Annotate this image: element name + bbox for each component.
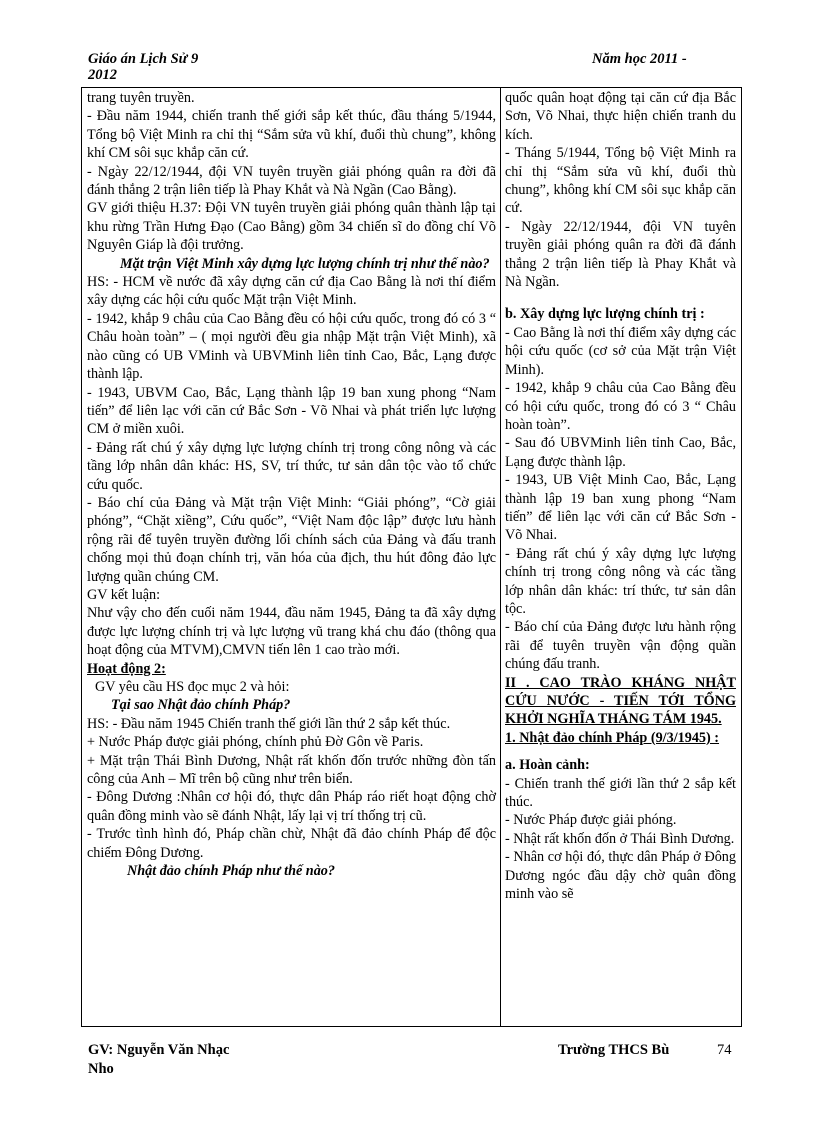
paragraph: - 1942, khắp 9 châu của Cao Bằng đều có hội cứu quốc, trong đó có 3 “ Châu hoàn toàn” – ( mọi người đều gia nhập Mặt trận Việt Minh), xã nào cũng có UB VMinh và UBVMinh liên tỉnh Cao, Bắc, Lạng được thành lập. bbox=[87, 310, 496, 383]
teacher-student-activities-column bbox=[82, 88, 501, 1027]
paragraph: - Báo chí của Đảng được lưu hành rộng rãi để tuyên truyền vận động quần chúng đấu tranh. bbox=[505, 619, 736, 673]
paragraph: - Đông Dương :Nhân cơ hội đó, thực dân Pháp ráo riết hoạt động chờ quân đồng minh vào sẽ đánh Nhật, lấy lại vị trí thống trị cũ. bbox=[87, 789, 496, 824]
header-school-year: Năm học 2011 - bbox=[592, 51, 687, 67]
paragraph: - Nhân cơ hội đó, thực dân Pháp ở Đông Dương ngóc đầu dậy chờ quân đồng minh vào sẽ bbox=[505, 849, 736, 903]
page-number: 74 bbox=[717, 1042, 732, 1058]
lesson-content-column bbox=[501, 88, 742, 1027]
paragraph: - Cao Bằng là nơi thí điểm xây dựng các hội cứu quốc (cơ sở của Mặt trận Việt Minh). bbox=[505, 324, 736, 378]
paragraph: - Đảng rất chú ý xây dựng lực lượng chính trị trong công nông và các tầng lớp nhân dân khác: trí thức, tư sản dân tộc. bbox=[505, 545, 736, 617]
activity-heading: Hoạt động 2: bbox=[87, 660, 166, 677]
question-heading: Tại sao Nhật đảo chính Pháp? bbox=[111, 697, 291, 714]
paragraph: - 1942, khắp 9 châu của Cao Bằng đều có hội cứu quốc, trong đó có 3 “ Châu hoàn toàn”. bbox=[505, 380, 736, 433]
footer-school: Trường THCS Bù bbox=[558, 1042, 670, 1058]
footer-teacher-cont: Nho bbox=[88, 1061, 114, 1077]
paragraph: trang tuyên truyền. bbox=[87, 90, 195, 106]
question-heading: Mặt trận Việt Minh xây dựng lực lượng chính trị như thế nào? bbox=[120, 255, 490, 272]
paragraph: - Nước Pháp được giải phóng. bbox=[505, 812, 677, 829]
paragraph: GV giới thiệu H.37: Đội VN tuyên truyền giải phóng quân thành lập tại khu rừng Trần Hưng Đạo (Cao Bằng) gồm 34 chiến sĩ do đồng chí Võ Nguyên Giáp là đội trưởng. bbox=[87, 200, 496, 254]
lesson-table bbox=[81, 87, 742, 1027]
paragraph: quốc quân hoạt động tại căn cứ địa Bắc Sơn, Võ Nhai, thực hiện chiến tranh du kích. bbox=[505, 90, 736, 143]
paragraph: + Nước Pháp được giải phóng, chính phủ Đờ Gôn về Paris. bbox=[87, 734, 424, 751]
paragraph: - Trước tình hình đó, Pháp chần chừ, Nhật đã đảo chính Pháp để độc chiếm Đông Dương. bbox=[87, 826, 496, 861]
paragraph: - Đầu năm 1944, chiến tranh thế giới sắp kết thúc, đầu tháng 5/1944, Tổng bộ Việt Minh ra chỉ thị “Sắm sửa vũ khí, đuổi thù chung”, không khí CM sôi sục khắp căn cứ. bbox=[87, 108, 496, 162]
chapter-heading: II . CAO TRÀO KHÁNG NHẬT CỨU NƯỚC - TIẾN TỚI TỔNG KHỞI NGHĨA THÁNG TÁM 1945. bbox=[505, 674, 736, 728]
header-lesson-title: Giáo án Lịch Sử 9 bbox=[88, 51, 199, 67]
paragraph: - Ngày 22/12/1944, đội VN tuyên truyền giải phóng quân ra đời đã đánh thắng 2 trận liên tiếp là Phay Khắt và Nà Ngần. bbox=[505, 218, 736, 291]
paragraph: + Mặt trận Thái Bình Dương, Nhật rất khốn đốn trước những đòn tấn công của Anh – Mĩ trên bộ cũng như trên biển. bbox=[87, 752, 496, 788]
header-year-cont: 2012 bbox=[88, 67, 117, 83]
paragraph: - Đảng rất chú ý xây dựng lực lượng chính trị trong công nông và các tầng lớp nhân dân khác: HS, SV, trí thức, tư sản dân tộc vào tổ chức cứu quốc. bbox=[87, 439, 496, 493]
question-heading: Nhật đảo chính Pháp như thế nào? bbox=[127, 863, 335, 880]
paragraph: HS: - Đầu năm 1945 Chiến tranh thế giới lần thứ 2 sắp kết thúc. bbox=[87, 715, 451, 732]
paragraph: - 1943, UBVM Cao, Bắc, Lạng thành lập 19 ban xung phong “Nam tiến” để liên lạc với căn cứ Bắc Sơn - Võ Nhai và phát triển lực lượng CM ở miền xuôi. bbox=[87, 384, 496, 438]
paragraph: - 1943, UB Việt Minh Cao, Bắc, Lạng thành lập 19 ban xung phong “Nam tiến” để liên lạc với căn cứ Bắc Sơn - Võ Nhai. bbox=[505, 472, 736, 544]
paragraph: - Báo chí của Đảng và Mặt trận Việt Minh: “Giải phóng”, “Cờ giải phóng”, “Chặt xiềng”, Cứu quốc”, “Việt Nam độc lập” được lưu hành rộng rãi để tuyên truyền đường lối chính sách của Đảng và đấu tranh chống mọi thủ đoạn chính trị, văn hóa của địch, thu hút đông đảo lực lượng quần chúng CM. bbox=[87, 494, 496, 585]
paragraph: - Ngày 22/12/1944, đội VN tuyên truyền giải phóng quân ra đời đã đánh thắng 2 trận liên tiếp là Phay Khắt và Nà Ngần (Cao Bằng). bbox=[87, 163, 496, 199]
paragraph: - Nhật rất khốn đốn ở Thái Bình Dương. bbox=[505, 830, 735, 847]
paragraph: Như vậy cho đến cuối năm 1944, đầu năm 1945, Đảng ta đã xây dựng được lực lượng chính trị và lực lượng vũ trang khá chu đáo (thông qua hoạt động của MTVM),CMVN tiến lên 1 cao trào mới. bbox=[87, 605, 496, 659]
paragraph: - Chiến tranh thế giới lần thứ 2 sắp kết thúc. bbox=[505, 775, 736, 811]
paragraph: GV kết luận: bbox=[87, 586, 161, 603]
paragraph: - Sau đó UBVMinh liên tỉnh Cao, Bắc, Lạng được thành lập. bbox=[505, 435, 736, 470]
paragraph: - Tháng 5/1944, Tổng bộ Việt Minh ra chỉ thị “Sắm sửa vũ khí, đuổi thù chung”, không khí CM sôi sục khắp căn cứ. bbox=[505, 145, 736, 217]
section-heading: a. Hoàn cảnh: bbox=[505, 757, 590, 774]
paragraph: HS: - HCM về nước đã xây dựng căn cứ địa Cao Bằng là nơi thí điểm xây dựng các hội cứu quốc Mặt trận Việt Minh. bbox=[87, 274, 496, 309]
footer-teacher: GV: Nguyễn Văn Nhạc bbox=[88, 1042, 230, 1058]
paragraph: GV yêu cầu HS đọc mục 2 và hỏi: bbox=[95, 679, 290, 695]
section-heading: b. Xây dựng lực lượng chính trị : bbox=[505, 306, 705, 323]
subsection-heading: 1. Nhật đảo chính Pháp (9/3/1945) : bbox=[505, 729, 720, 746]
